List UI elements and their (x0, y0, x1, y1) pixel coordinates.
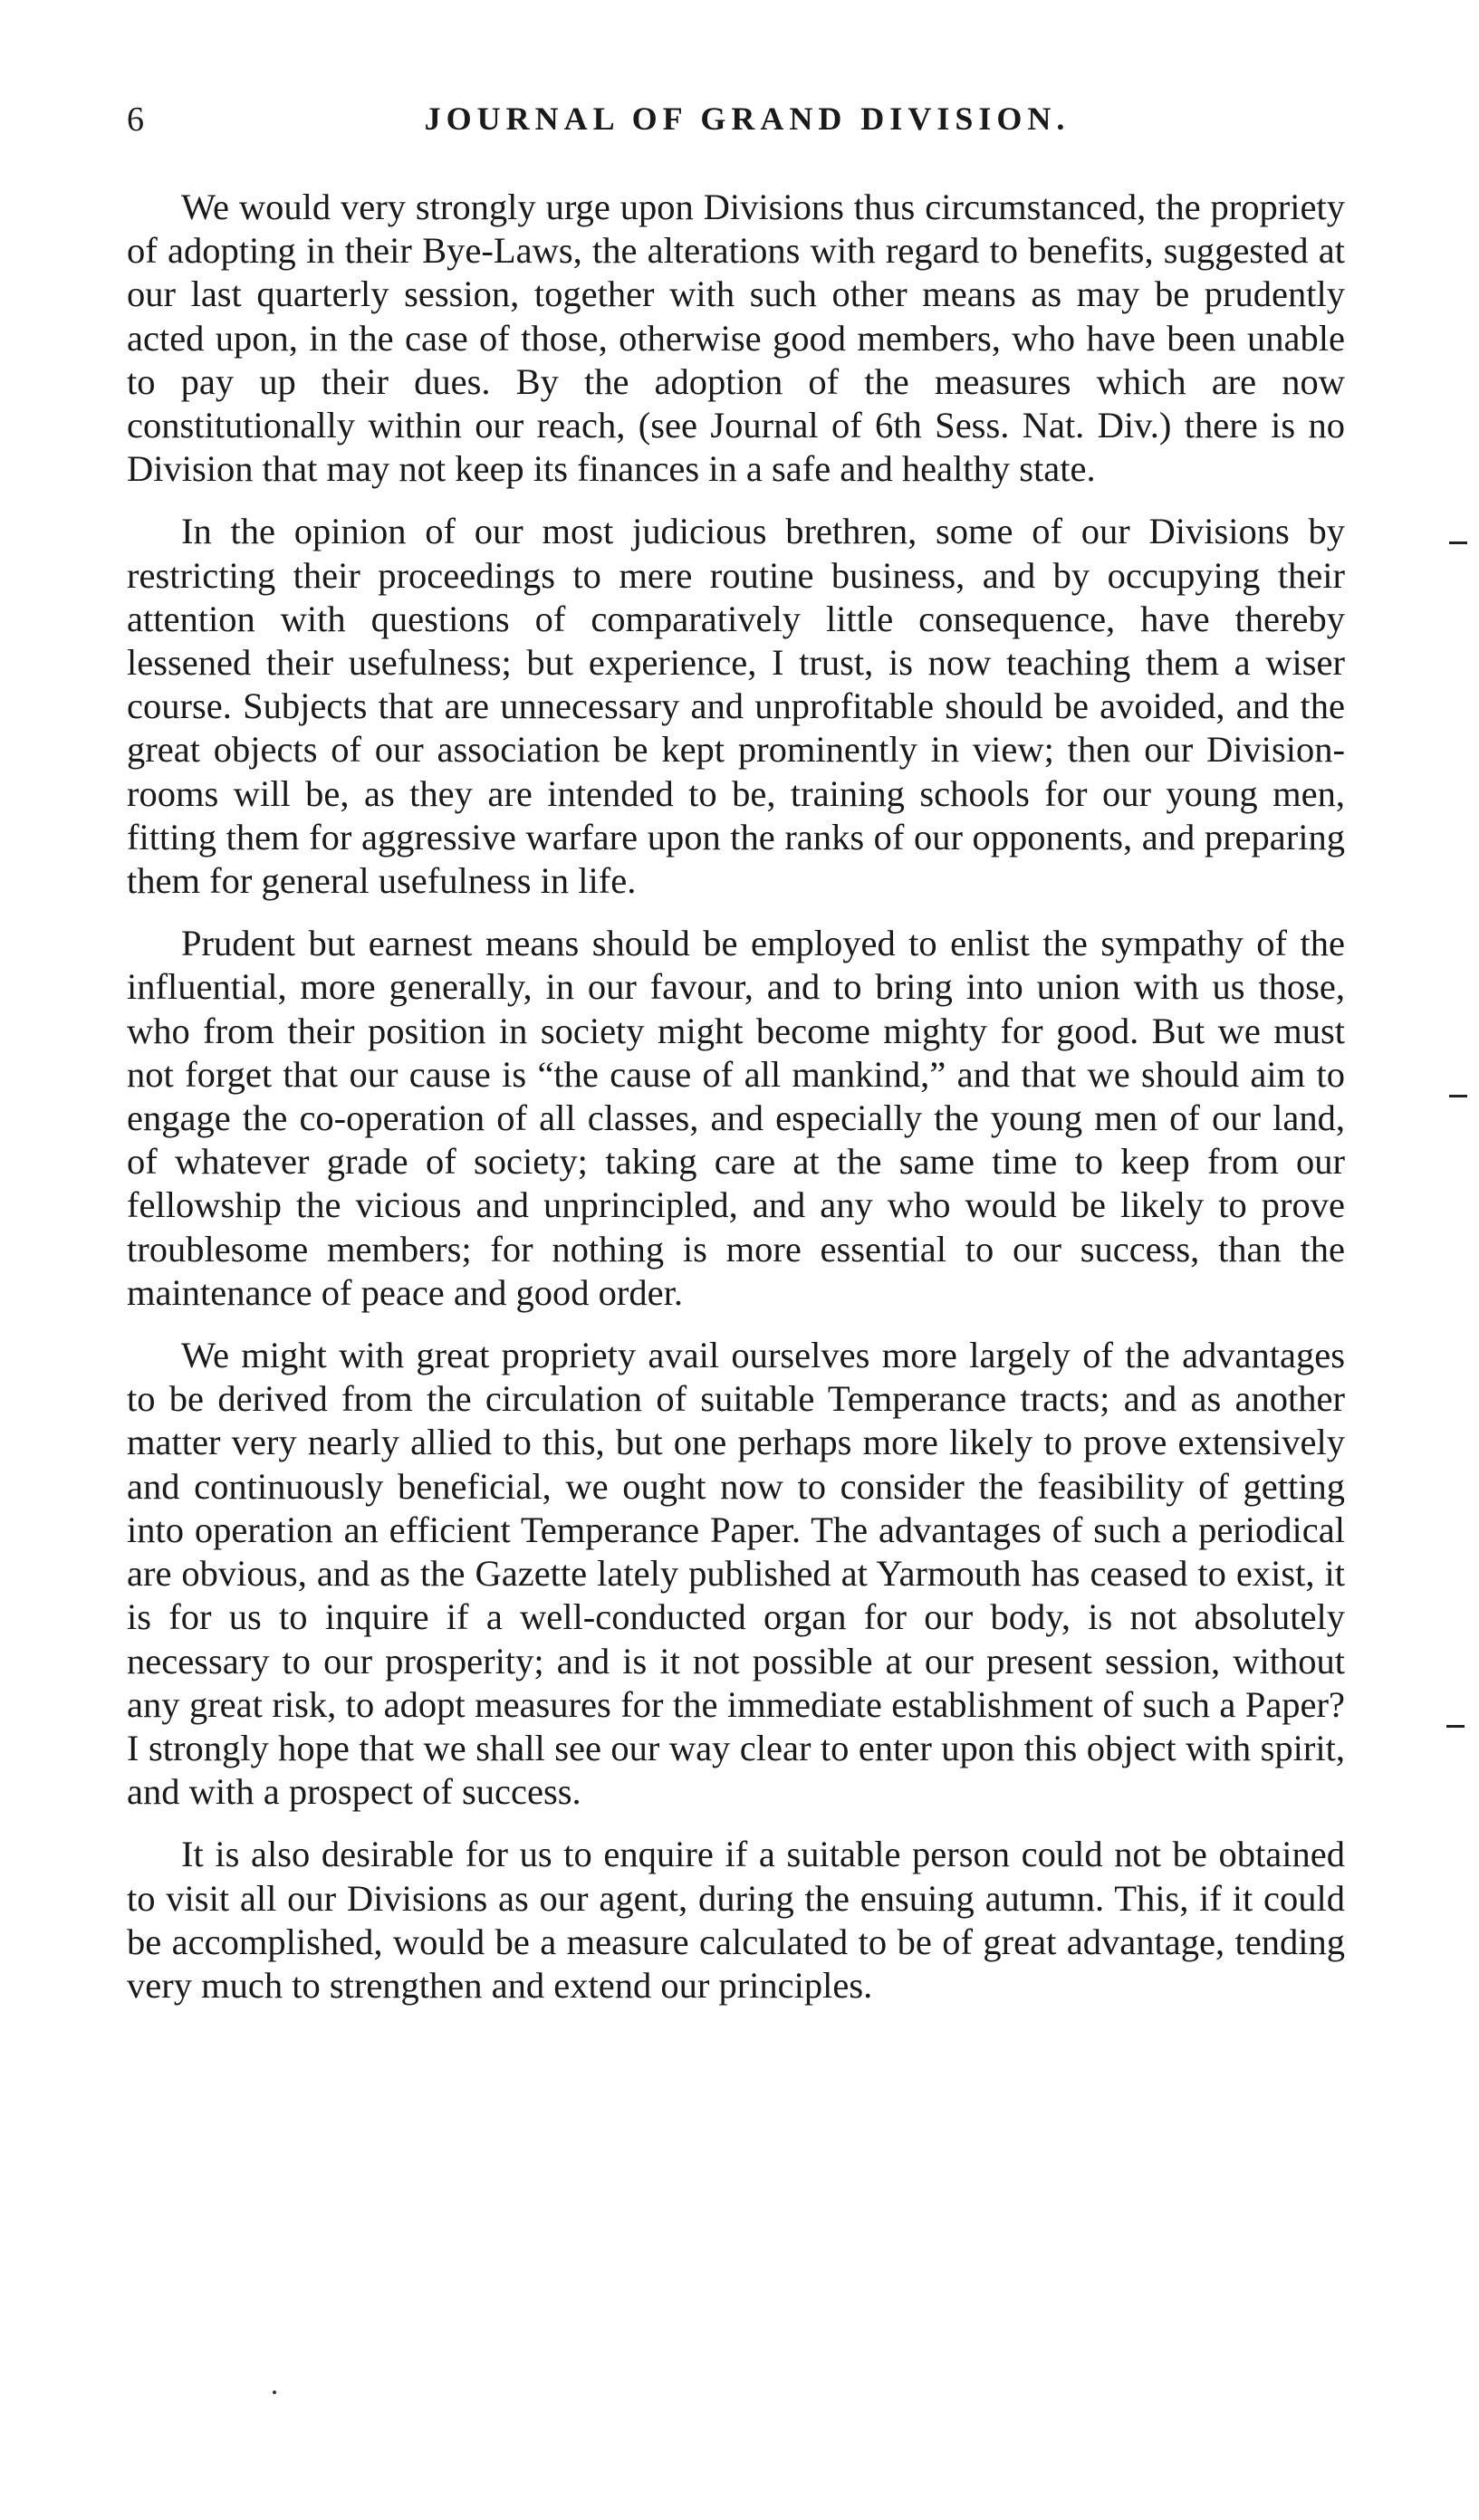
paragraph-3: Prudent but earnest means should be employed to enlist the sympathy of the influential, more generally, in our favour, and to bring into union with us those, who from their position in society might become mighty for good. But we must not forget that our cause is “the cause of all mankind,” and that we should aim to engage the co-operation of all classes, and especially the young men of our land, of whatever grade of society; taking care at the same time to keep from our fellowship the vicious and unprincipled, and any who would be likely to prove troublesome members; for nothing is more essential to our success, than the maintenance of peace and good order. (127, 923, 1345, 1313)
print-speck (273, 2391, 276, 2394)
margin-mark (1449, 1095, 1467, 1097)
page-header (127, 100, 1368, 154)
paragraph-4: We might with great propriety avail ourselves more largely of the advantages to be derived from the circulation of suitable Temperance tracts; and as another matter very nearly allied to this, but one perhaps more likely to prove extensively and continuously beneficial, we ought now to consider the feasibility of getting into operation an efficient Temperance Paper. The advantages of such a periodical are obvious, and as the Gazette lately published at Yarmouth has ceased to exist, it is for us to inquire if a well-conducted organ for our body, is not absolutely necessary to our prosperity; and is it not possible at our present session, without any great risk, to adopt measures for the immediate establishment of such a Paper? I strongly hope that we shall see our way clear to enter upon this object with spirit, and with a prospect of success. (127, 1335, 1345, 1813)
paragraph-1: We would very strongly urge upon Divisions thus circumstanced, the propriety of adopting in their Bye-Laws, the alterations with regard to benefits, suggested at our last quarterly session, together with such other means as may be prudently acted upon, in the case of those, otherwise good members, who have been unable to pay up their dues. By the adoption of the measures which are now constitutionally within our reach, (see Journal of 6th Sess. Nat. Div.) there is no Division that may not keep its finances in a safe and healthy state. (127, 187, 1345, 490)
page-number: 6 (127, 101, 145, 139)
paragraph-5: It is also desirable for us to enquire if a suitable person could not be obtained to visit all our Divisions as our agent, during the ensuing autumn. This, if it could be accomplished, would be a measure calculated to be of great advantage, tending very much to strengthen and extend our principles. (127, 1834, 1345, 2006)
margin-mark (1446, 1725, 1465, 1728)
margin-mark (1449, 541, 1467, 544)
running-head: JOURNAL OF GRAND DIVISION. (424, 101, 1071, 137)
paragraph-2: In the opinion of our most judicious brethren, some of our Divisions by restricting their proceedings to mere routine business, and by occupying their attention with questions of comparatively little consequence, have thereby lessened their usefulness; but experience, I trust, is now teaching them a wiser course. Subjects that are unnecessary and unprofitable should be avoided, and the great objects of our association be kept prominently in view; then our Division-rooms will be, as they are intended to be, training schools for our young men, fitting them for aggressive warfare upon the ranks of our opponents, and preparing them for general usefulness in life. (127, 511, 1345, 902)
body-text (127, 186, 1345, 2027)
